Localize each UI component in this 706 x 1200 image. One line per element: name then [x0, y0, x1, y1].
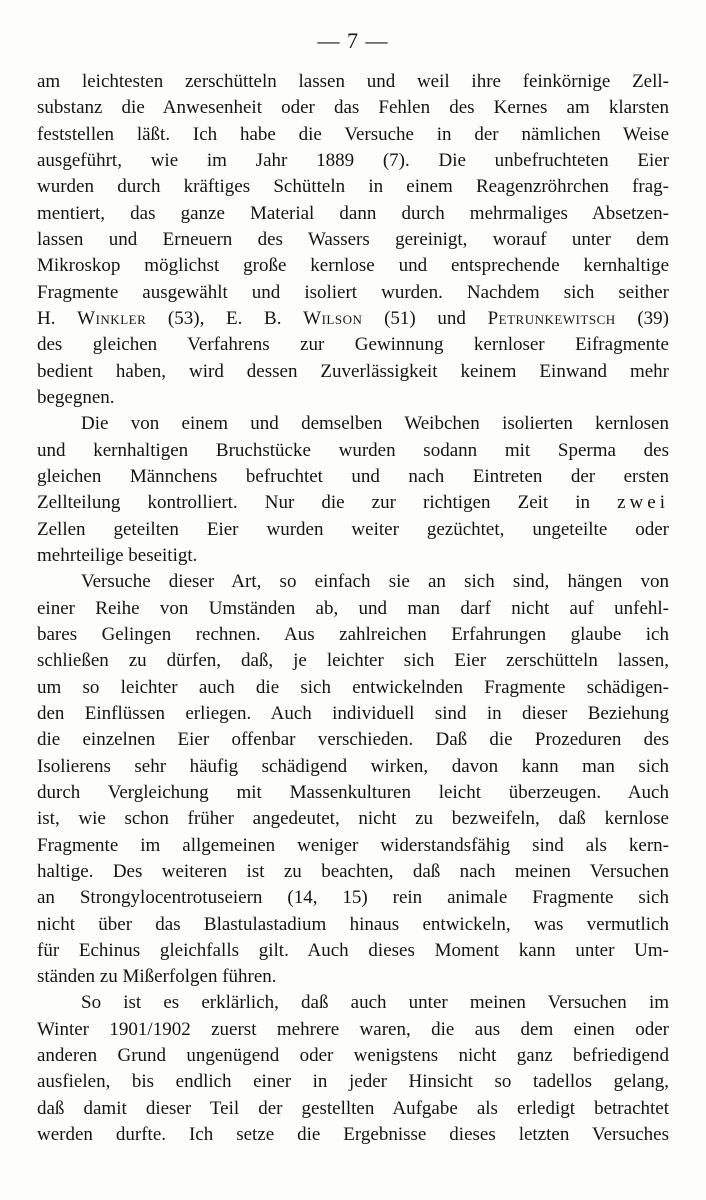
- text-line: werden durfte. Ich setze die Ergebnisse dieses letzten Versuches: [37, 1124, 669, 1146]
- text-line: ausfielen, bis endlich einer in jeder Hinsicht so tadellos gelang,: [37, 1071, 669, 1093]
- text-segment: (39): [615, 307, 669, 329]
- text-line: für Echinus gleichfalls gilt. Auch dieses Moment kann unter Um-: [37, 939, 669, 961]
- text-line: durch Vergleichung mit Massenkulturen leicht überzeugen. Auch: [37, 781, 669, 803]
- text-line: wurden durch kräftiges Schütteln in einem Reagenzröhrchen frag-: [37, 176, 669, 198]
- text-line: um so leichter auch die sich entwickelnden Fragmente schädigen-: [37, 676, 669, 698]
- text-line: und kernhaltigen Bruchstücke wurden sodann mit Sperma des: [37, 439, 669, 461]
- text-line: des gleichen Verfahrens zur Gewinnung kernloser Eifragmente: [37, 334, 669, 356]
- text-line: Winter 1901/1902 zuerst mehrere waren, die aus dem einen oder: [37, 1018, 669, 1040]
- text-line: Mikroskop möglichst große kernlose und entsprechende kernhaltige: [37, 255, 669, 277]
- text-line: gleichen Männchens befruchtet und nach Eintreten der ersten: [37, 465, 669, 487]
- text-segment: H.: [37, 307, 78, 329]
- page-number: — 7 —: [317, 28, 389, 53]
- text-line: So ist es erklärlich, daß auch unter meinen Versuchen im: [81, 992, 669, 1014]
- text-segment: Zellteilung kontrolliert. Nur die zur richtigen Zeit in: [37, 492, 618, 514]
- text-line: Zellen geteilten Eier wurden weiter gezüchtet, ungeteilte oder: [37, 518, 669, 540]
- text-line: ausgeführt, wie im Jahr 1889 (7). Die unbefruchteten Eier: [37, 149, 669, 171]
- text-line: den Einflüssen erliegen. Auch individuell sind in dieser Beziehung: [37, 702, 669, 724]
- text-line: daß damit dieser Teil der gestellten Aufgabe als erledigt betrachtet: [37, 1097, 669, 1119]
- text-line: bares Gelingen rechnen. Aus zahlreichen Erfahrungen glaube ich: [37, 623, 669, 645]
- text-line: an Strongylocentrotuseiern (14, 15) rein animale Fragmente sich: [37, 887, 669, 909]
- text-line: begegnen.: [37, 386, 115, 408]
- text-line: Fragmente ausgewählt und isoliert wurden. Nachdem sich seither: [37, 281, 669, 303]
- text-line: am leichtesten zerschütteln lassen und weil ihre feinkörnige Zell-: [37, 71, 669, 92]
- text-line: bedient haben, wird dessen Zuverlässigkeit keinem Einwand mehr: [37, 360, 669, 382]
- text-segment: (53), E. B.: [146, 307, 304, 329]
- text-line: Versuche dieser Art, so einfach sie an sich sind, hängen von: [81, 571, 669, 593]
- text-line: anderen Grund ungenügend oder wenigstens nicht ganz befriedigend: [37, 1045, 669, 1067]
- text-line: lassen und Erneuern des Wassers gereinigt, worauf unter dem: [37, 228, 669, 250]
- text-line: [37, 306, 669, 332]
- body-text: [37, 69, 669, 1148]
- text-segment: (51) und: [362, 307, 488, 329]
- text-line: Die von einem und demselben Weibchen isolierten kernlosen: [81, 413, 669, 435]
- emphasized-word: zwei: [617, 492, 669, 514]
- text-line: nicht über das Blastulastadium hinaus entwickeln, was vermutlich: [37, 913, 669, 935]
- text-line: ist, wie schon früher angedeutet, nicht zu bezweifeln, daß kernlose: [37, 808, 669, 830]
- author-name: Petrunkewitsch: [487, 307, 616, 329]
- text-line: ständen zu Mißerfolgen führen.: [37, 966, 277, 988]
- text-line: substanz die Anwesenheit oder das Fehlen des Kernes am klarsten: [37, 97, 669, 119]
- text-line: haltige. Des weiteren ist zu beachten, daß nach meinen Versuchen: [37, 860, 669, 882]
- text-line: Isolierens sehr häufig schädigend wirken, davon kann man sich: [37, 755, 669, 777]
- author-name: Winkler: [77, 307, 147, 329]
- text-line: feststellen läßt. Ich habe die Versuche in der nämlichen Weise: [37, 123, 669, 145]
- author-name: Wilson: [303, 307, 363, 329]
- text-line: schließen zu dürfen, daß, je leichter sich Eier zerschütteln lassen,: [37, 650, 669, 672]
- text-line: einer Reihe von Umständen ab, und man darf nicht auf unfehl-: [37, 597, 669, 619]
- text-line: [37, 490, 669, 516]
- text-line: die einzelnen Eier offenbar verschieden. Daß die Prozeduren des: [37, 729, 669, 751]
- text-line: mehrteilige beseitigt.: [37, 544, 198, 566]
- text-line: Fragmente im allgemeinen weniger widerstandsfähig sind als kern-: [37, 834, 669, 856]
- text-line: mentiert, das ganze Material dann durch mehrmaliges Absetzen-: [37, 202, 669, 224]
